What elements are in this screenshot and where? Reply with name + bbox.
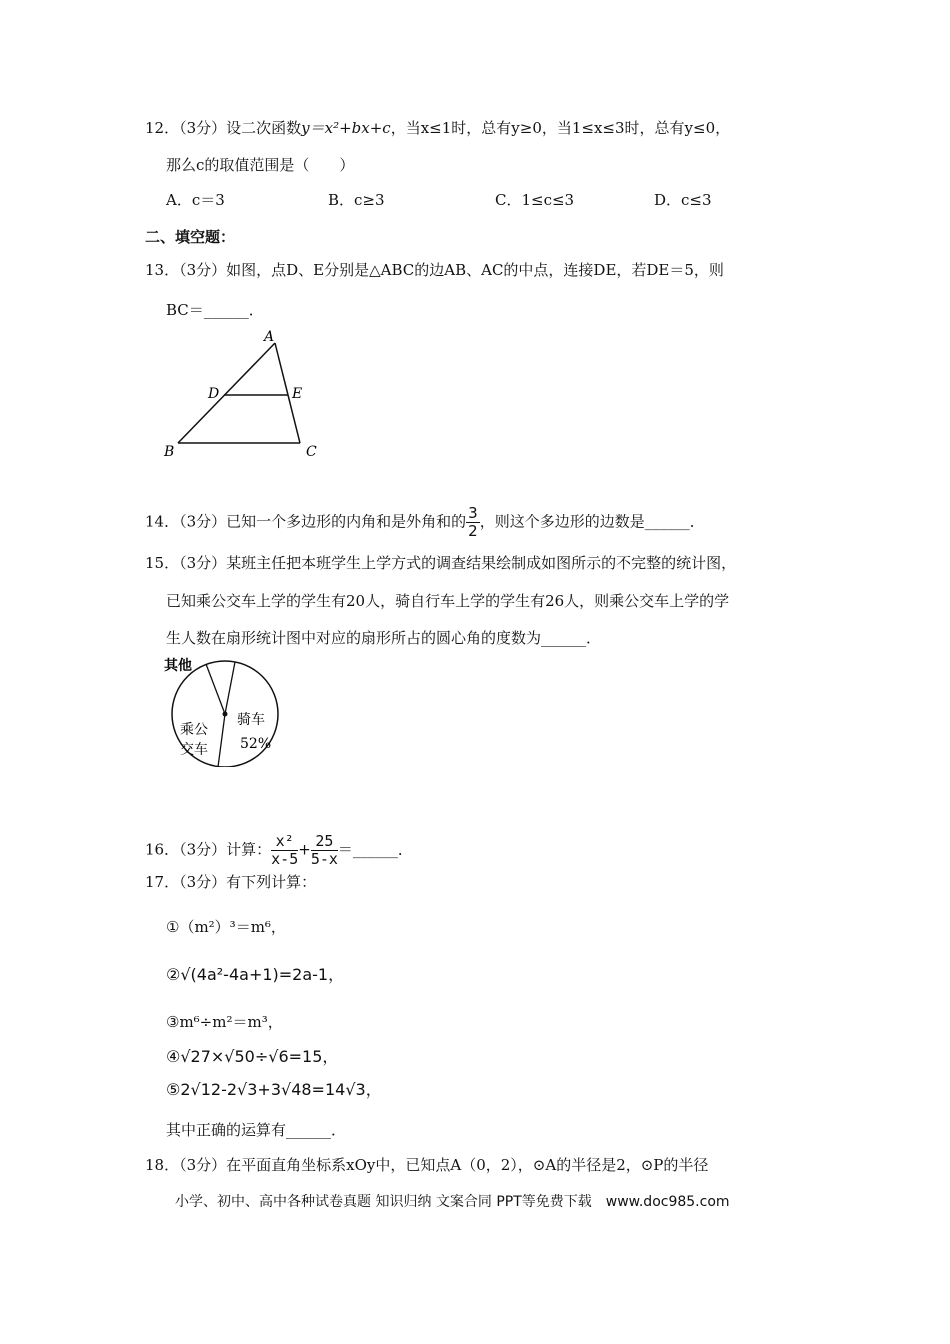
q17-item-5: ⑤2√12-2√3+3√48=14√3， (166, 1080, 382, 1099)
q13-line2: BC＝______． (166, 301, 264, 319)
label-e: E (292, 386, 303, 402)
q12-option-d: D．c≤3 (654, 191, 712, 209)
q12-line2: 那么c的取值范围是（ ） (166, 156, 355, 174)
q18-line: 18．（3分）在平面直角坐标系xOy中，已知点A（0，2），⊙A的半径是2，⊙P的半径 (145, 1156, 709, 1174)
section-heading: 二、填空题： (145, 228, 236, 246)
q13-line1: 13．（3分）如图，点D、E分别是△ABC的边AB、AC的中点，连接DE，若DE＝5，则 (145, 261, 724, 279)
pie-label-other: 其他 (164, 658, 192, 674)
q17-line: 17．（3分）有下列计算： (145, 873, 317, 891)
footer-text: 小学、初中、高中各种试卷真题 知识归纳 文案合同 PPT等免费下载 www.doc985.com (175, 1194, 730, 1210)
q17-item-4: ④√27×√50÷√6=15， (166, 1047, 339, 1066)
pie-label-bike: 骑车 (237, 712, 265, 728)
q17-item-1: ①（m²）³＝m⁶， (166, 918, 286, 936)
label-c: C (306, 444, 317, 460)
pie-label-bus-2: 交车 (180, 742, 208, 758)
label-a: A (264, 329, 275, 345)
q17-item-3: ③m⁶÷m²＝m³， (166, 1013, 283, 1031)
q15-line2: 已知乘公交车上学的学生有20人，骑自行车上学的学生有26人，则乘公交车上学的学 (166, 592, 730, 610)
fraction: $\frac{3}{2}$ (468, 504, 478, 540)
q12-option-b: B．c≥3 (328, 191, 385, 209)
q12-line1: 12．（3分）设二次函数y＝x²+bx+c，当x≤1时，总有y≥0，当1≤x≤3时，总有y≤0， (145, 119, 731, 137)
q17-item-2: ②√(4a²-4a+1)=2a-1， (166, 965, 345, 984)
q17-tail: 其中正确的运算有______． (166, 1121, 347, 1139)
label-b: B (164, 444, 175, 460)
pie-label-bus-1: 乘公 (180, 722, 208, 738)
q14-line: 14．（3分）已知一个多边形的内角和是外角和的 $\frac{3}{2}$ ，则这个多边形的边数是______． (145, 504, 705, 540)
pie-chart-figure (160, 652, 300, 767)
q12-option-a: A．c＝3 (166, 191, 225, 209)
label-d: D (208, 386, 220, 402)
q15-line1: 15．（3分）某班主任把本班学生上学方式的调查结果绘制成如图所示的不完整的统计图， (145, 554, 737, 572)
pie-label-bike-pct: 52% (240, 736, 272, 752)
q16-line: 16．（3分）计算： $\frac{\text{x²}}{x-5}$ + $\frac{25}{5-x}$ ＝______． (145, 832, 413, 868)
q12-option-c: C．1≤c≤3 (495, 191, 575, 209)
q15-line3: 生人数在扇形统计图中对应的扇形所占的圆心角的度数为______． (166, 629, 602, 647)
triangle-figure (160, 325, 330, 465)
